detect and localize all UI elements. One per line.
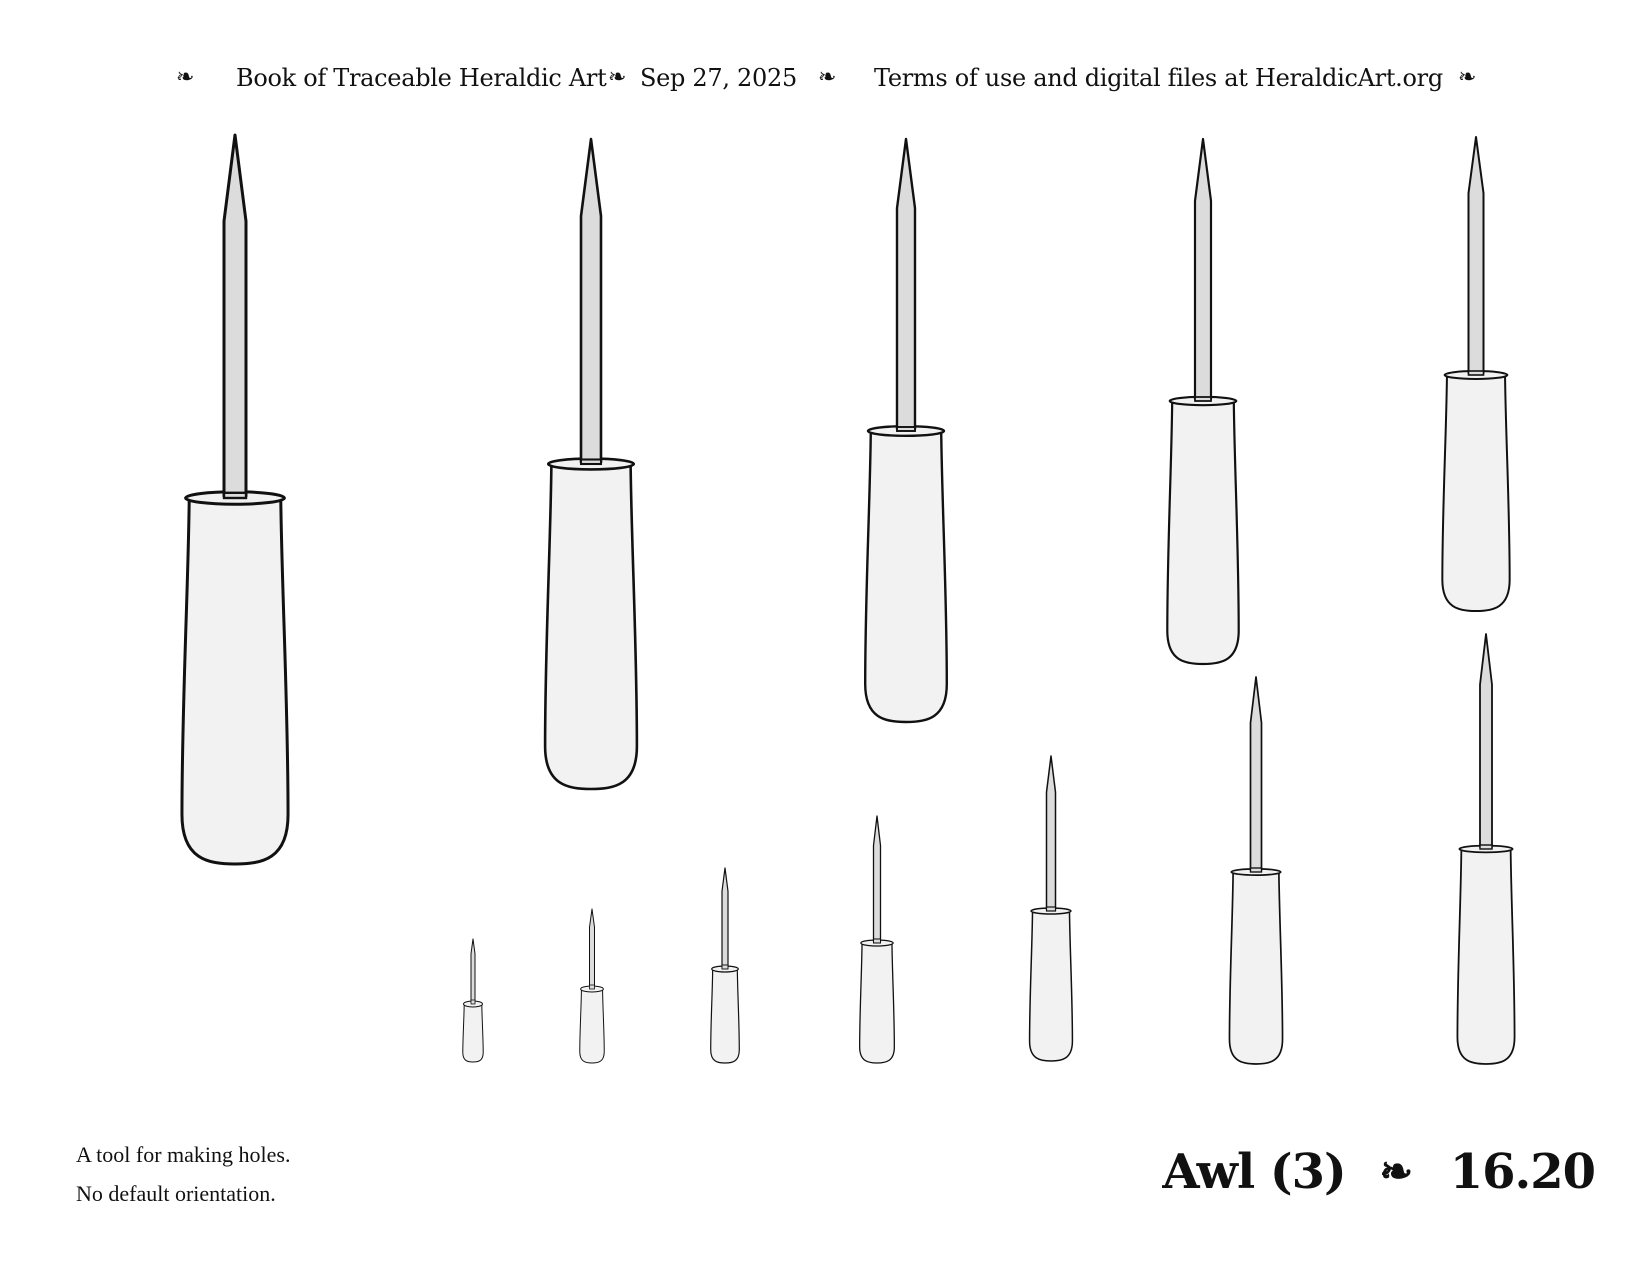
awl-blade xyxy=(1195,139,1211,399)
awl-ferrule xyxy=(1469,371,1484,375)
awl-blade xyxy=(1469,137,1484,373)
awl-12 xyxy=(1457,634,1514,1064)
awl-8 xyxy=(711,868,740,1063)
awl-blade xyxy=(581,139,601,462)
awl-ferrule xyxy=(581,460,601,465)
awl-3 xyxy=(865,139,947,722)
awl-blade xyxy=(224,135,246,496)
awl-ferrule xyxy=(590,985,595,989)
awl-blade xyxy=(1251,677,1262,870)
awl-handle xyxy=(545,464,637,789)
awl-ferrule xyxy=(874,939,881,943)
header-ornament-4: ❧ xyxy=(1458,65,1477,90)
plate-title xyxy=(1162,1140,1595,1220)
terms-link[interactable]: Terms of use and digital files at HeraldicArt.org xyxy=(874,64,1443,92)
awl-handle xyxy=(580,989,604,1063)
awl-blade xyxy=(1047,756,1056,909)
awl-5 xyxy=(1442,137,1509,611)
awl-ferrule xyxy=(224,493,246,498)
awl-ferrule xyxy=(1195,397,1211,401)
awl-handle xyxy=(463,1004,483,1062)
awl-handle xyxy=(1457,849,1514,1064)
awl-handle xyxy=(865,431,947,722)
awl-handle xyxy=(711,969,740,1063)
header-ornament-1: ❧ xyxy=(176,65,195,90)
awl-ferrule xyxy=(1480,845,1492,849)
awl-ferrule xyxy=(1047,907,1056,911)
awl-handle xyxy=(1030,911,1073,1061)
header-ornament-2: ❧ xyxy=(608,65,627,90)
awl-2 xyxy=(545,139,637,789)
awl-6 xyxy=(463,939,483,1062)
awl-ferrule xyxy=(897,427,915,431)
awl-blade xyxy=(471,939,475,1002)
plate-name: Awl (3) xyxy=(1162,1143,1346,1200)
book-title: Book of Traceable Heraldic Art xyxy=(236,64,607,92)
awl-handle xyxy=(860,943,895,1063)
header-ornament-3: ❧ xyxy=(818,65,837,90)
awl-10 xyxy=(1030,756,1073,1061)
awl-blade xyxy=(722,868,728,967)
description-line-2: No default orientation. xyxy=(76,1181,276,1206)
awl-handle xyxy=(182,498,288,864)
awl-blade xyxy=(897,139,915,429)
awl-4 xyxy=(1167,139,1238,664)
awl-1 xyxy=(182,135,288,864)
awl-ferrule xyxy=(722,965,728,969)
awl-blade xyxy=(1480,634,1492,847)
awl-7 xyxy=(580,909,604,1063)
awl-ferrule xyxy=(1251,868,1262,872)
awl-blade xyxy=(590,909,595,987)
awl-11 xyxy=(1229,677,1282,1064)
awl-ferrule xyxy=(471,1000,475,1004)
plate-separator: ❧ xyxy=(1379,1148,1412,1195)
header-date: Sep 27, 2025 xyxy=(640,64,797,92)
description xyxy=(76,1135,290,1213)
awl-handle xyxy=(1229,872,1282,1064)
awl-9 xyxy=(860,816,895,1063)
plate-number: 16.20 xyxy=(1449,1143,1595,1200)
awl-handle xyxy=(1167,401,1238,664)
awl-handle xyxy=(1442,375,1509,611)
description-line-1: A tool for making holes. xyxy=(76,1142,291,1167)
awl-blade xyxy=(874,816,881,941)
